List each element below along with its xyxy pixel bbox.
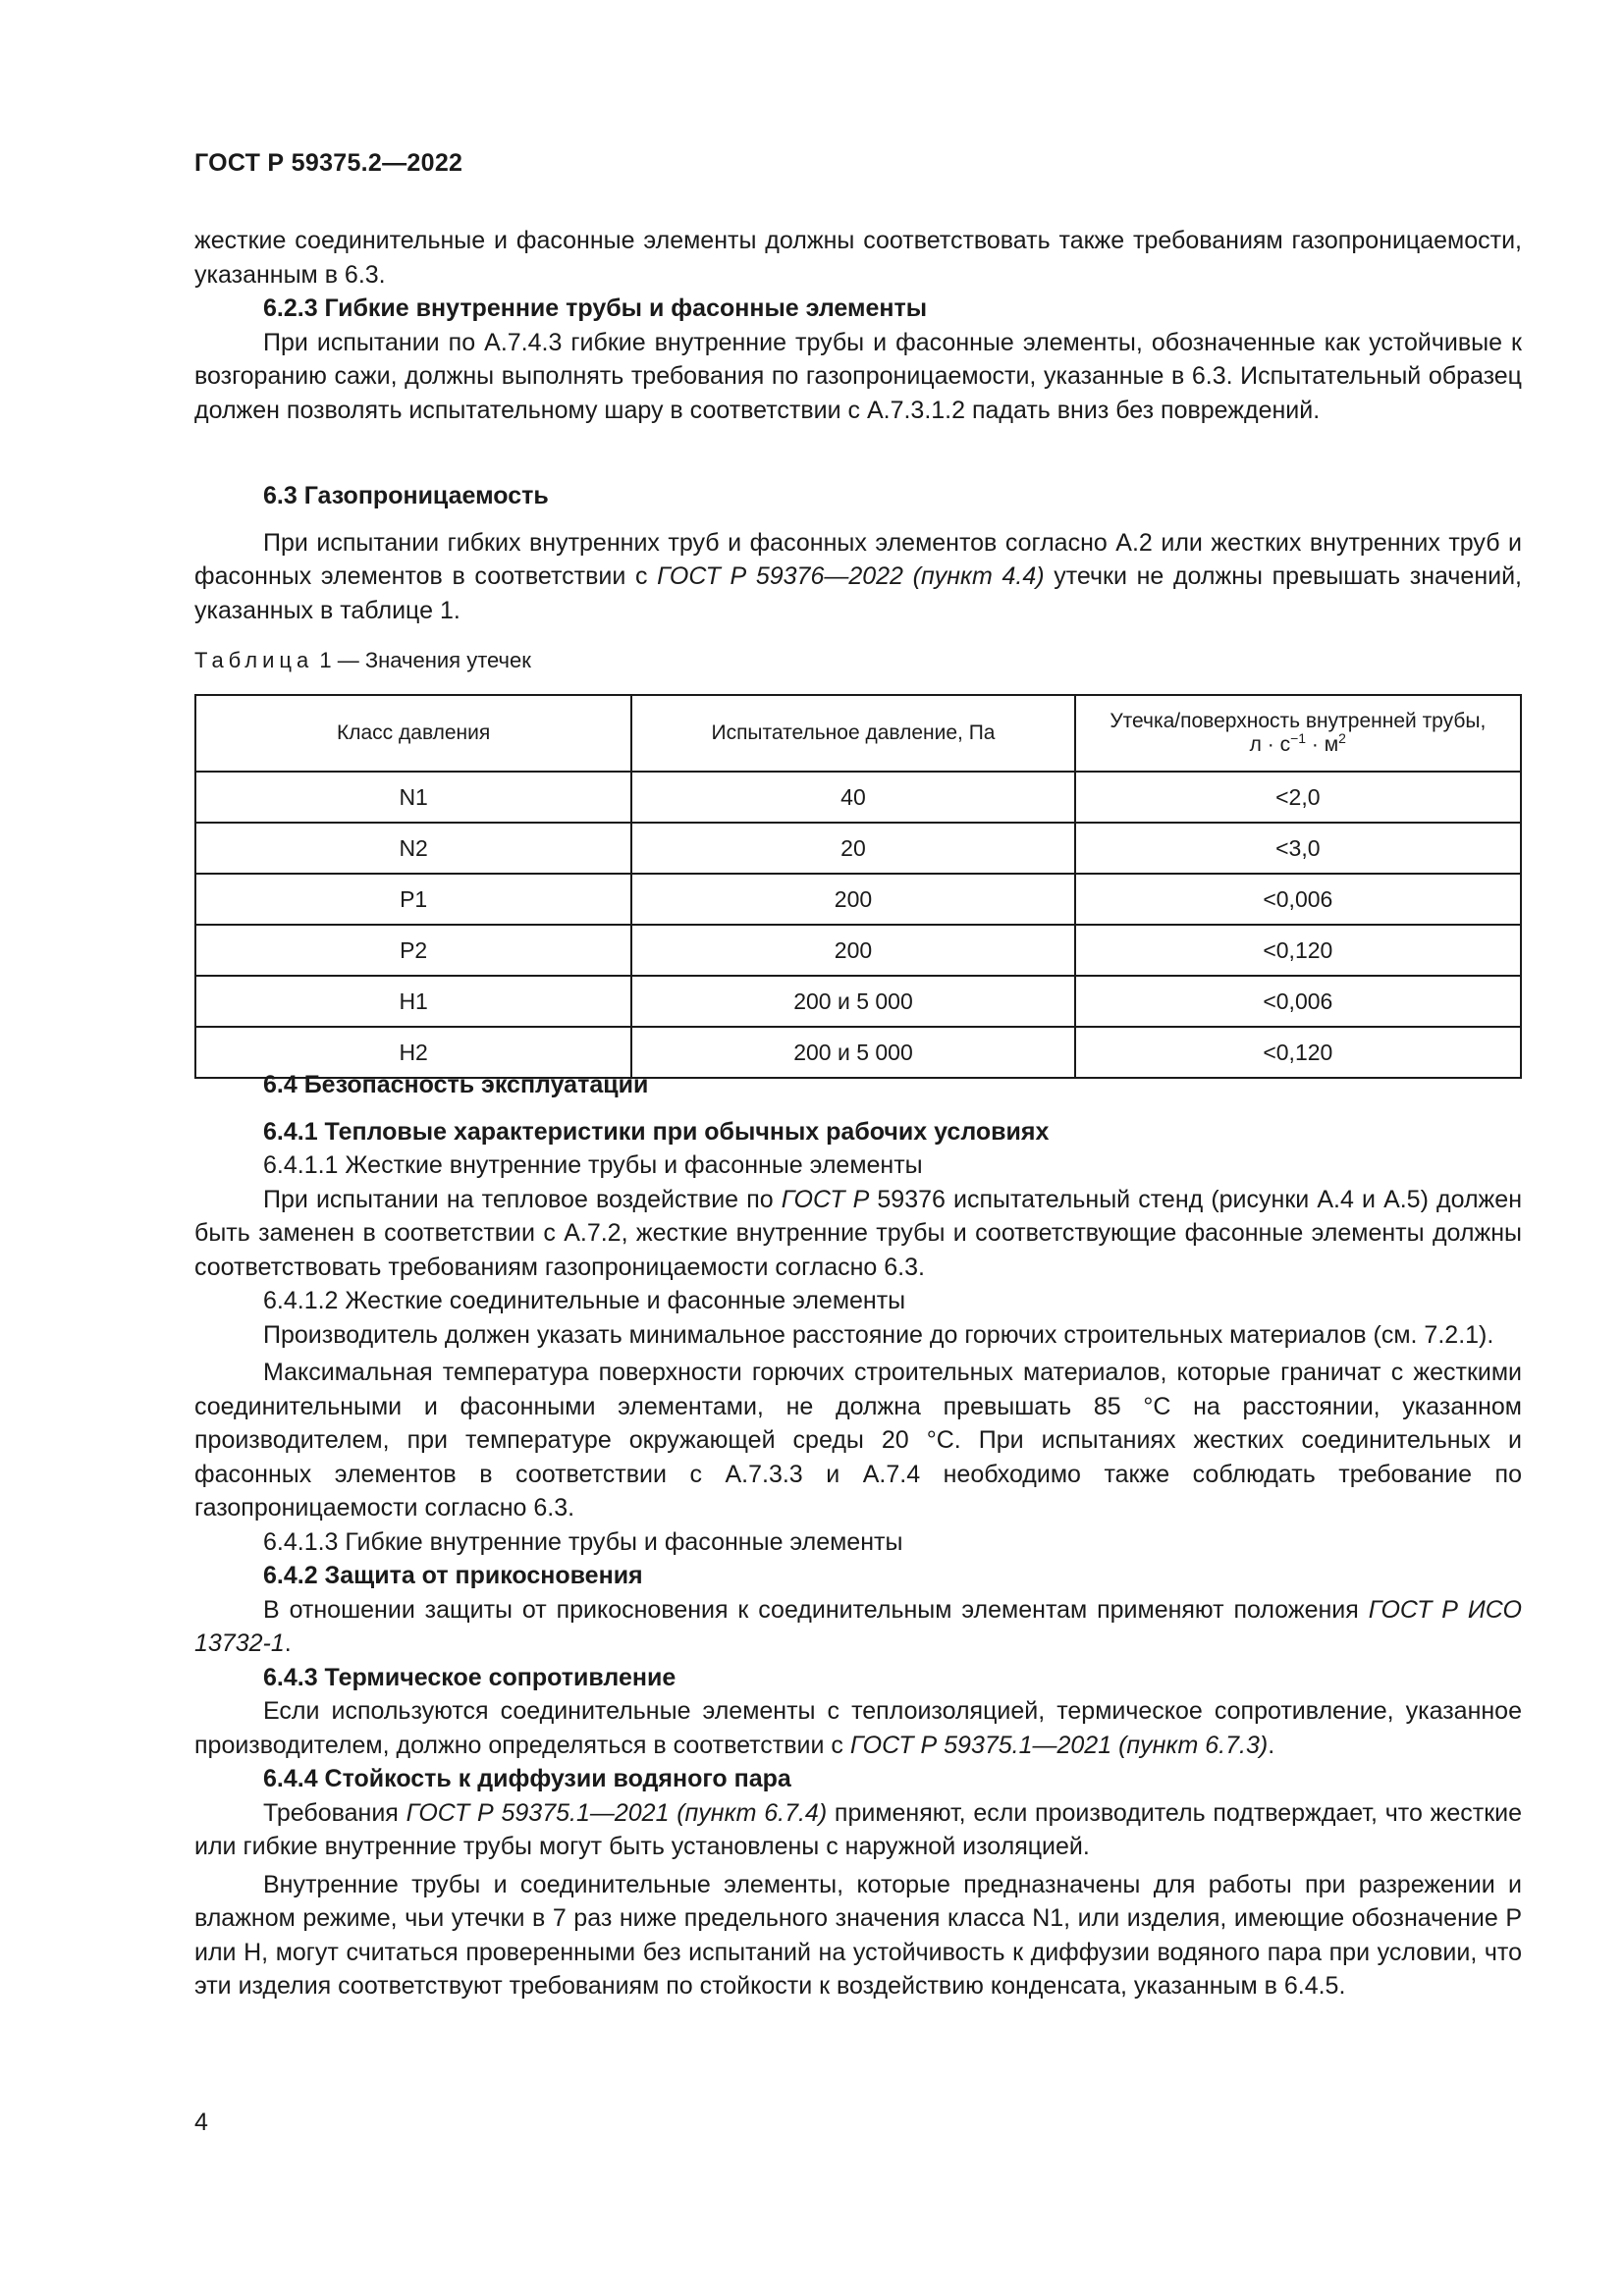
cell-class: N1 (195, 772, 631, 823)
paragraph-6-4-1-2-b: Максимальная температура поверхности горючих строительных материалов, которые граничат с жесткими соединительными и фасонными элементами, не должна превышать 85 °С на расстоянии, указанном производителем, при температуре окружающей среды 20 °С. При испытаниях жестких соединительных и фасонных элементов в соответствии с А.7.3.3 и А.7.4 необходимо также соблюдать требование по газопроницаемости согласно 6.3. (194, 1359, 1522, 1522)
cell-class: H1 (195, 976, 631, 1027)
reference-gost-59375-1-674: ГОСТ Р 59375.1—2021 (пункт 6.7.4) (406, 1798, 828, 1827)
paragraph-6-4-2: В отношении защиты от прикосновения к соединительным элементам применяют положения ГОСТ Р ИСО 13732-1. (194, 1595, 1522, 1657)
paragraph-6-4-1-2-a: Производитель должен указать минимальное расстояние до горючих строительных материалов (см. 7.2.1). (263, 1320, 1494, 1349)
cell-leakage: <0,006 (1075, 874, 1521, 925)
paragraph-6-4-3: Если используются соединительные элементы с теплоизоляцией, термическое сопротивление, указанное производителем, должно определяться в соответствии с ГОСТ Р 59375.1—2021 (пункт 6.7.3). (194, 1697, 1522, 1759)
cell-pressure: 40 (631, 772, 1074, 823)
heading-6-3: 6.3 Газопроницаемость (263, 482, 549, 509)
section-6-4 (194, 1068, 1522, 2003)
cell-leakage: <3,0 (1075, 823, 1521, 874)
paragraph-6-4-4-b: Внутренние трубы и соединительные элементы, которые предназначены для работы при разрежении и влажном режиме, чьи утечки в 7 раз ниже предельного значения класса N1, или изделия, имеющие обозначение Р или Н, могут считаться проверенными без испытаний на устойчивость к диффузии водяного пара при условии, что эти изделия соответствуют требованиям по стойкости к воздействию конденсата, указанным в 6.4.5. (194, 1870, 1522, 2000)
heading-6-4-2: 6.4.2 Защита от прикосновения (263, 1562, 643, 1589)
paragraph-6-3: При испытании гибких внутренних труб и фасонных элементов согласно А.2 или жестких внутренних труб и фасонных элементов в соответствии с ГОСТ Р 59376—2022 (пункт 4.4) утечки не должны превышать значений, указанных в таблице 1. (194, 528, 1522, 624)
cell-pressure: 200 (631, 874, 1074, 925)
col-header-leakage: Утечка/поверхность внутренней трубы, $л \cdot с^{-1} \cdot м^2$ (1075, 695, 1521, 772)
heading-6-4-1-3: 6.4.1.3 Гибкие внутренние трубы и фасонные элементы (263, 1527, 903, 1556)
col-header-class: Класс давления (195, 695, 631, 772)
document-header: ГОСТ Р 59375.2—2022 (194, 149, 463, 177)
cell-leakage: <0,120 (1075, 1027, 1521, 1078)
section-6-3 (194, 479, 1522, 627)
heading-6-4: 6.4 Безопасность эксплуатации (263, 1071, 649, 1098)
heading-6-4-1-2: 6.4.1.2 Жесткие соединительные и фасонные элементы (263, 1287, 906, 1314)
cell-class: P1 (195, 874, 631, 925)
paragraph-6-2-3: При испытании по А.7.4.3 гибкие внутренние трубы и фасонные элементы, обозначенные как устойчивые к возгоранию сажи, должны выполнять требования по газопроницаемости, указанные в 6.3. Испытательный образец должен позволять испытательному шару в соответствии с А.7.3.1.2 падать вниз без повреждений. (194, 328, 1522, 424)
cell-pressure: 20 (631, 823, 1074, 874)
intro-block (194, 224, 1522, 427)
table-header-row (195, 695, 1521, 772)
paragraph-6-4-4-a: Требования ГОСТ Р 59375.1—2021 (пункт 6.7.4) применяют, если производитель подтверждает, что жесткие или гибкие внутренние трубы могут быть установлены с наружной изоляцией. (194, 1798, 1522, 1860)
intro-continuation: жесткие соединительные и фасонные элементы должны соответствовать также требованиям газопроницаемости, указанным в 6.3. (194, 227, 1522, 289)
heading-6-4-4: 6.4.4 Стойкость к диффузии водяного пара (263, 1765, 791, 1792)
heading-6-4-1-1: 6.4.1.1 Жесткие внутренние трубы и фасонные элементы (263, 1151, 923, 1179)
cell-class: N2 (195, 823, 631, 874)
table-caption: Таблица 1 — Значения утечек (194, 648, 531, 672)
table-row (195, 823, 1521, 874)
cell-leakage: <0,006 (1075, 976, 1521, 1027)
reference-gost-59376: ГОСТ Р 59376—2022 (пункт 4.4) (657, 562, 1045, 590)
cell-class: H2 (195, 1027, 631, 1078)
table-row (195, 925, 1521, 976)
heading-6-2-3: 6.2.3 Гибкие внутренние трубы и фасонные элементы (263, 294, 928, 322)
leakage-table (194, 694, 1522, 1079)
cell-pressure: 200 и 5 000 (631, 976, 1074, 1027)
table-row (195, 772, 1521, 823)
cell-leakage: <2,0 (1075, 772, 1521, 823)
page-number: 4 (194, 2109, 208, 2136)
col-header-pressure: Испытательное давление, Па (631, 695, 1074, 772)
paragraph-6-4-1-1: При испытании на тепловое воздействие по ГОСТ Р 59376 испытательный стенд (рисунки А.4 и А.5) должен быть заменен в соответствии с А.7.2, жесткие внутренние трубы и соответствующие фасонные элементы должны соответствовать требованиям газопроницаемости согласно 6.3. (194, 1185, 1522, 1281)
reference-gost-r: ГОСТ Р (781, 1185, 870, 1213)
table-row (195, 874, 1521, 925)
heading-6-4-3: 6.4.3 Термическое сопротивление (263, 1663, 677, 1691)
reference-gost-59375-1-673: ГОСТ Р 59375.1—2021 (пункт 6.7.3) (849, 1731, 1269, 1759)
reference-gost-iso-13732: ГОСТ Р ИСО 13732-1 (194, 1595, 1522, 1657)
heading-6-4-1: 6.4.1 Тепловые характеристики при обычных рабочих условиях (263, 1117, 1050, 1146)
cell-leakage: <0,120 (1075, 925, 1521, 976)
cell-pressure: 200 (631, 925, 1074, 976)
cell-pressure: 200 и 5 000 (631, 1027, 1074, 1078)
table-row (195, 976, 1521, 1027)
cell-class: P2 (195, 925, 631, 976)
